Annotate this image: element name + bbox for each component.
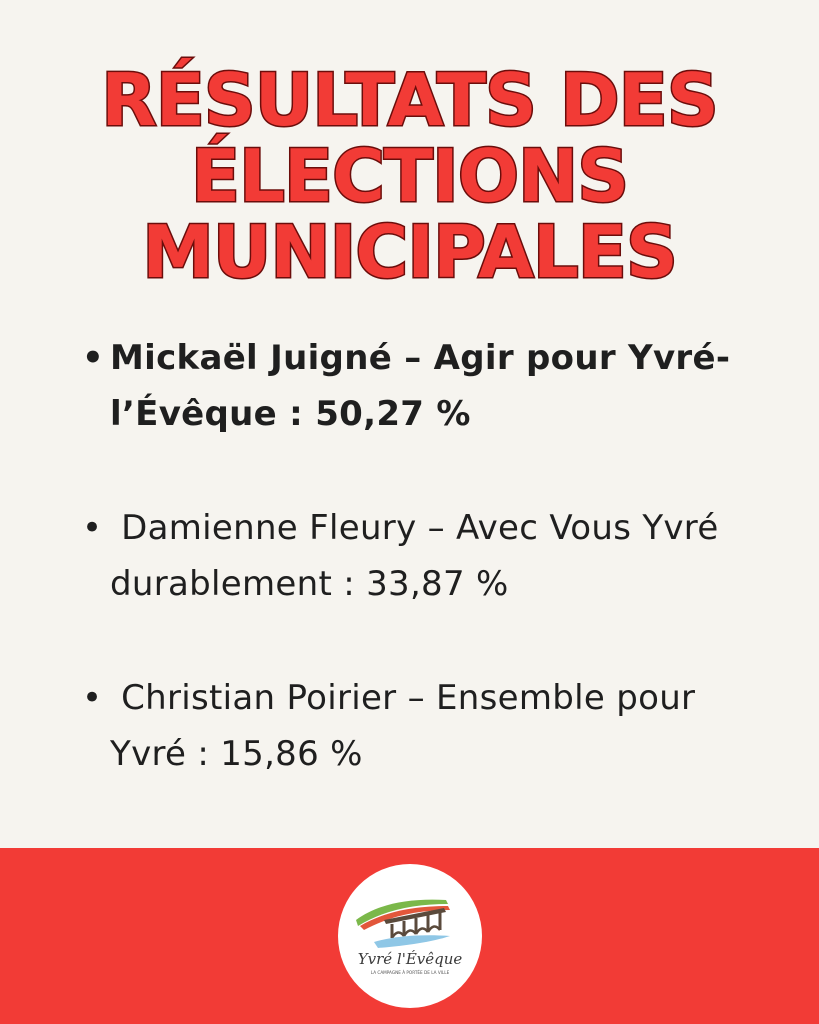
logo-tagline: LA CAMPAGNE À PORTÉE DE LA VILLE xyxy=(370,970,450,975)
title-line-1: RÉSULTATS DES xyxy=(101,58,718,142)
town-logo xyxy=(338,864,482,1008)
title-line-3: MUNICIPALES xyxy=(142,210,677,294)
title-line-2: ÉLECTIONS xyxy=(190,134,629,218)
result-item-fleury xyxy=(82,500,782,612)
result-line-2: durablement : 33,87 % xyxy=(110,564,509,604)
result-line-2: Yvré : 15,86 % xyxy=(110,734,363,774)
logo-wordmark: Yvré l'Évêque xyxy=(357,950,463,968)
bridge-landscape-icon xyxy=(338,864,482,1008)
result-line-2: l’Évêque : 50,27 % xyxy=(110,394,471,434)
result-line-1: Christian Poirier – Ensemble pour xyxy=(110,678,696,718)
bullet-icon: • xyxy=(82,508,103,548)
bullet-icon: • xyxy=(82,338,105,378)
result-line-1: Mickaël Juigné – Agir pour Yvré- xyxy=(110,338,731,378)
page-title xyxy=(0,58,819,294)
bullet-icon: • xyxy=(82,678,103,718)
result-item-juigne xyxy=(82,330,782,442)
result-item-poirier xyxy=(82,670,782,782)
results-list xyxy=(82,330,782,782)
result-line-1: Damienne Fleury – Avec Vous Yvré xyxy=(110,508,719,548)
